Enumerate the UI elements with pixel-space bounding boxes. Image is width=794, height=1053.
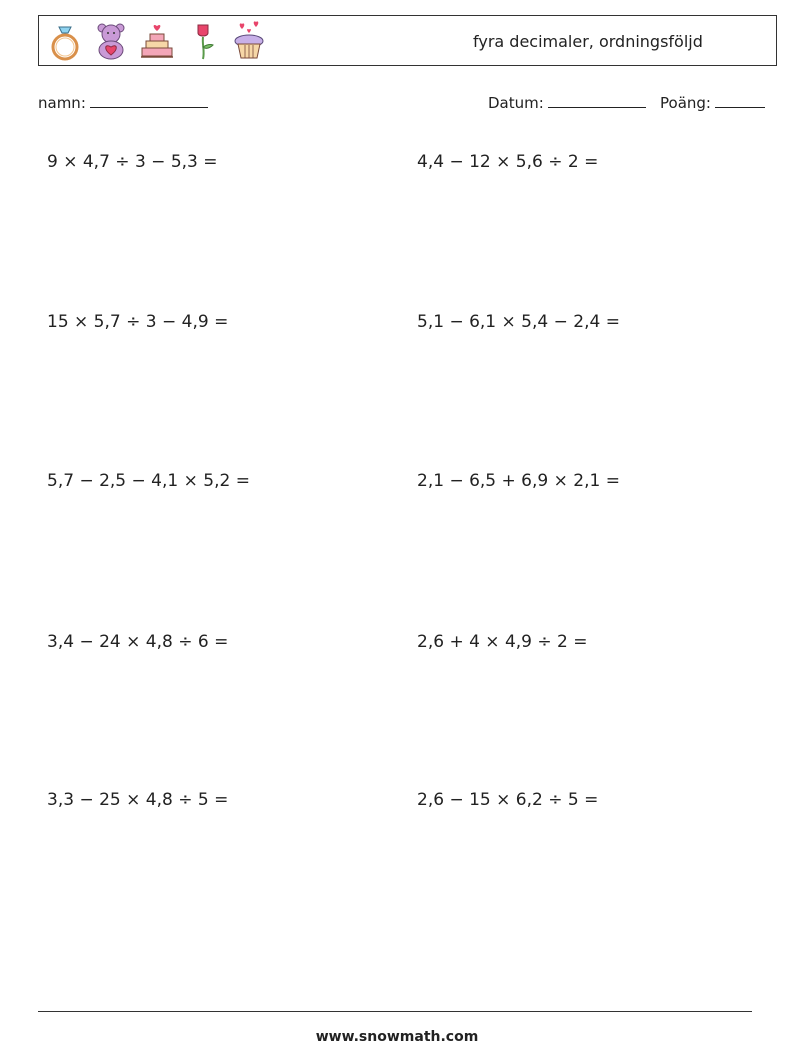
icon-strip <box>47 20 267 62</box>
problem-4: 5,1 − 6,1 × 5,4 − 2,4 = <box>417 312 620 332</box>
name-label: namn: <box>38 94 86 112</box>
problem-8: 2,6 + 4 × 4,9 ÷ 2 = <box>417 632 588 652</box>
footer-divider <box>38 1011 752 1012</box>
score-label: Poäng: <box>660 94 711 112</box>
name-blank-line[interactable] <box>90 107 208 108</box>
problem-7: 3,4 − 24 × 4,8 ÷ 6 = <box>47 632 229 652</box>
problem-3: 15 × 5,7 ÷ 3 − 4,9 = <box>47 312 229 332</box>
teddy-bear-icon <box>93 21 129 61</box>
cupcake-icon <box>231 21 267 61</box>
rose-icon <box>185 21 221 61</box>
ring-icon <box>47 21 83 61</box>
footer-url[interactable]: www.snowmath.com <box>315 1029 479 1045</box>
date-field[interactable] <box>488 94 646 112</box>
problem-10: 2,6 − 15 × 6,2 ÷ 5 = <box>417 790 599 810</box>
cake-icon <box>139 21 175 61</box>
problem-5: 5,7 − 2,5 − 4,1 × 5,2 = <box>47 471 250 491</box>
problem-1: 9 × 4,7 ÷ 3 − 5,3 = <box>47 152 218 172</box>
date-label: Datum: <box>488 94 544 112</box>
name-field[interactable] <box>38 94 208 112</box>
worksheet-title: fyra decimaler, ordningsföljd <box>473 32 703 51</box>
problem-2: 4,4 − 12 × 5,6 ÷ 2 = <box>417 152 599 172</box>
score-blank-line[interactable] <box>715 107 765 108</box>
problem-6: 2,1 − 6,5 + 6,9 × 2,1 = <box>417 471 620 491</box>
date-blank-line[interactable] <box>548 107 646 108</box>
problem-9: 3,3 − 25 × 4,8 ÷ 5 = <box>47 790 229 810</box>
worksheet-header <box>38 15 777 66</box>
score-field[interactable] <box>660 94 765 112</box>
